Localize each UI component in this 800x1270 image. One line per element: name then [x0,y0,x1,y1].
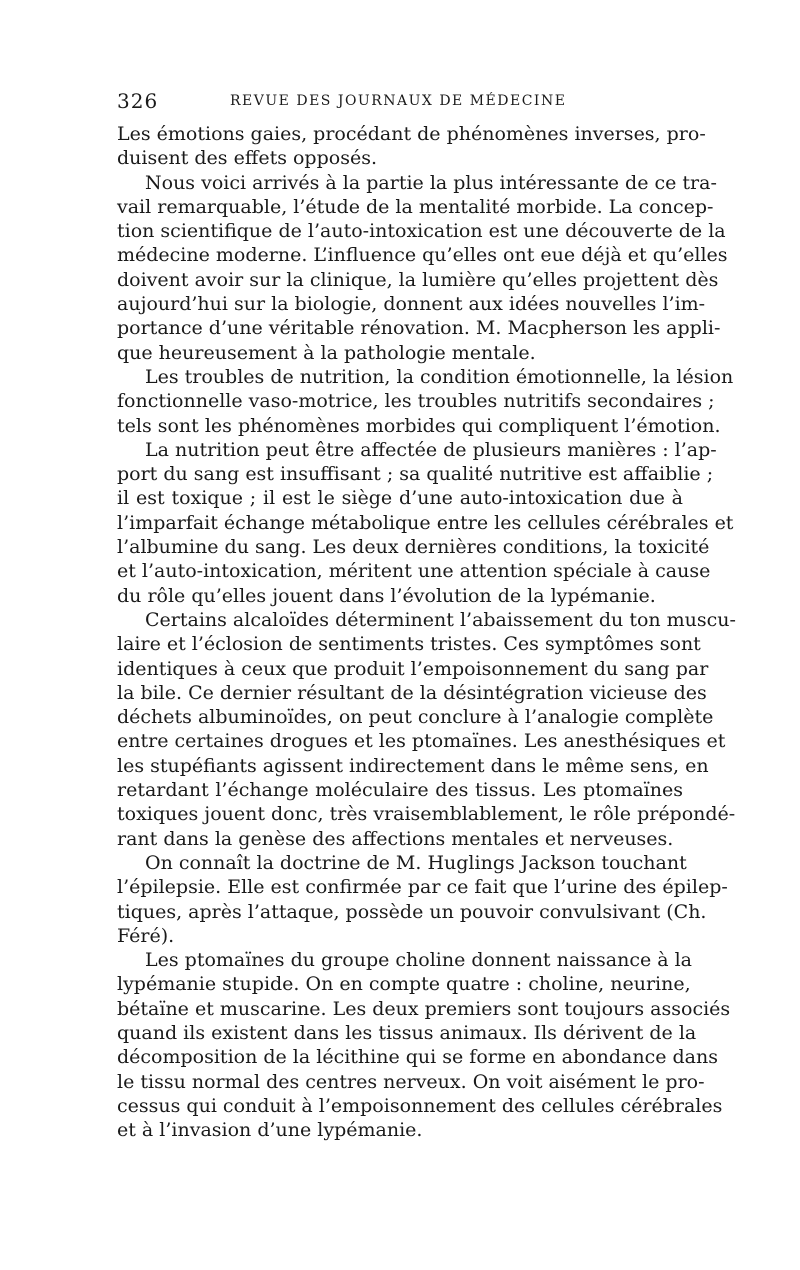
text-line: La nutrition peut être affectée de plusieurs manières : l’ap- [145,438,717,461]
text-line: l’imparfait échange métabolique entre les cellules cérébrales et [117,511,734,534]
page-header [117,88,683,114]
text-line: Certains alcaloïdes déterminent l’abaissement du ton muscu- [145,608,736,631]
text-line: Les troubles de nutrition, la condition émotionnelle, la lésion [145,365,734,388]
text-line: vail remarquable, l’étude de la mentalité morbide. La concep- [117,195,714,218]
text-line: Les émotions gaies, procédant de phénomènes inverses, pro- [117,123,706,145]
text-line: il est toxique ; il est le siège d’une auto-intoxication due à [117,487,683,510]
text-line: tels sont les phénomènes morbides qui compliquent l’émotion. [117,414,721,437]
text-line: lypémanie stupide. On en compte quatre : choline, neurine, [117,973,691,996]
paragraph [117,948,731,1142]
paragraph [117,851,728,948]
text-line: tiques, après l’attaque, possède un pouvoir convulsivant (Ch. [117,900,707,923]
text-line: et à l’invasion d’une lypémanie. [117,1119,423,1142]
text-line: médecine moderne. L’influence qu’elles ont eue déjà et qu’elles [117,244,728,267]
text-line: rant dans la genèse des affections mentales et nerveuses. [117,827,674,850]
body-text [117,122,736,1142]
text-line: fonctionnelle vaso-motrice, les troubles nutritifs secondaires ; [117,390,715,413]
text-line: que heureusement à la pathologie mentale. [117,341,536,364]
text-line: déchets albuminoïdes, on peut conclure à l’analogie complète [117,706,714,729]
text-line: cessus qui conduit à l’empoisonnement des cellules cérébrales [117,1094,723,1117]
paragraph [117,171,728,365]
paragraph [117,608,736,851]
text-line: identiques à ceux que produit l’empoisonnement du sang par [117,657,709,680]
text-line: décomposition de la lécithine qui se forme en abondance dans [117,1046,718,1069]
text-line: On connaît la doctrine de M. Huglings Jackson touchant [145,851,687,874]
text-line: bétaïne et muscarine. Les deux premiers sont toujours associés [117,997,731,1020]
text-line: Nous voici arrivés à la partie la plus intéressante de ce tra- [145,171,717,194]
text-line: retardant l’échange moléculaire des tissus. Les ptomaïnes [117,779,683,802]
text-line: doivent avoir sur la clinique, la lumière qu’elles projettent dès [117,268,719,291]
text-line: les stupéfiants agissent indirectement dans le même sens, en [117,754,709,777]
text-line: port du sang est insuffisant ; sa qualité nutritive est affaiblie ; [117,463,714,486]
text-line: et l’auto-intoxication, méritent une attention spéciale à cause [117,560,711,583]
text-line: duisent des effets opposés. [117,147,377,170]
text-line: du rôle qu’elles jouent dans l’évolution de la lypémanie. [117,584,656,607]
running-title: REVUE DES JOURNAUX DE MÉDECINE [230,93,567,109]
text-line: l’albumine du sang. Les deux dernières conditions, la toxicité [117,536,710,559]
text-line: Féré). [117,924,175,947]
text-line: tion scientifique de l’auto-intoxication est une découverte de la [117,220,726,243]
text-line: Les ptomaïnes du groupe choline donnent naissance à la [145,949,693,972]
text-line: toxiques jouent donc, très vraisemblablement, le rôle prépondé- [117,803,736,826]
text-line: quand ils existent dans les tissus animaux. Ils dérivent de la [117,1021,697,1044]
text-line: le tissu normal des centres nerveux. On voit aisément le pro- [117,1070,705,1093]
text-line: entre certaines drogues et les ptomaïnes. Les anesthésiques et [117,730,726,753]
text-line: portance d’une véritable rénovation. M. Macpherson les appli- [117,317,721,340]
paragraph [117,365,734,438]
paragraph [117,438,734,608]
page-number: 326 [117,89,159,113]
paragraph [117,122,706,171]
text-line: aujourd’hui sur la biologie, donnent aux idées nouvelles l’im- [117,293,706,316]
text-line: l’épilepsie. Elle est confirmée par ce fait que l’urine des épilep- [117,876,728,899]
text-line: la bile. Ce dernier résultant de la désintégration vicieuse des [117,681,707,704]
text-line: laire et l’éclosion de sentiments tristes. Ces symptômes sont [117,633,701,656]
